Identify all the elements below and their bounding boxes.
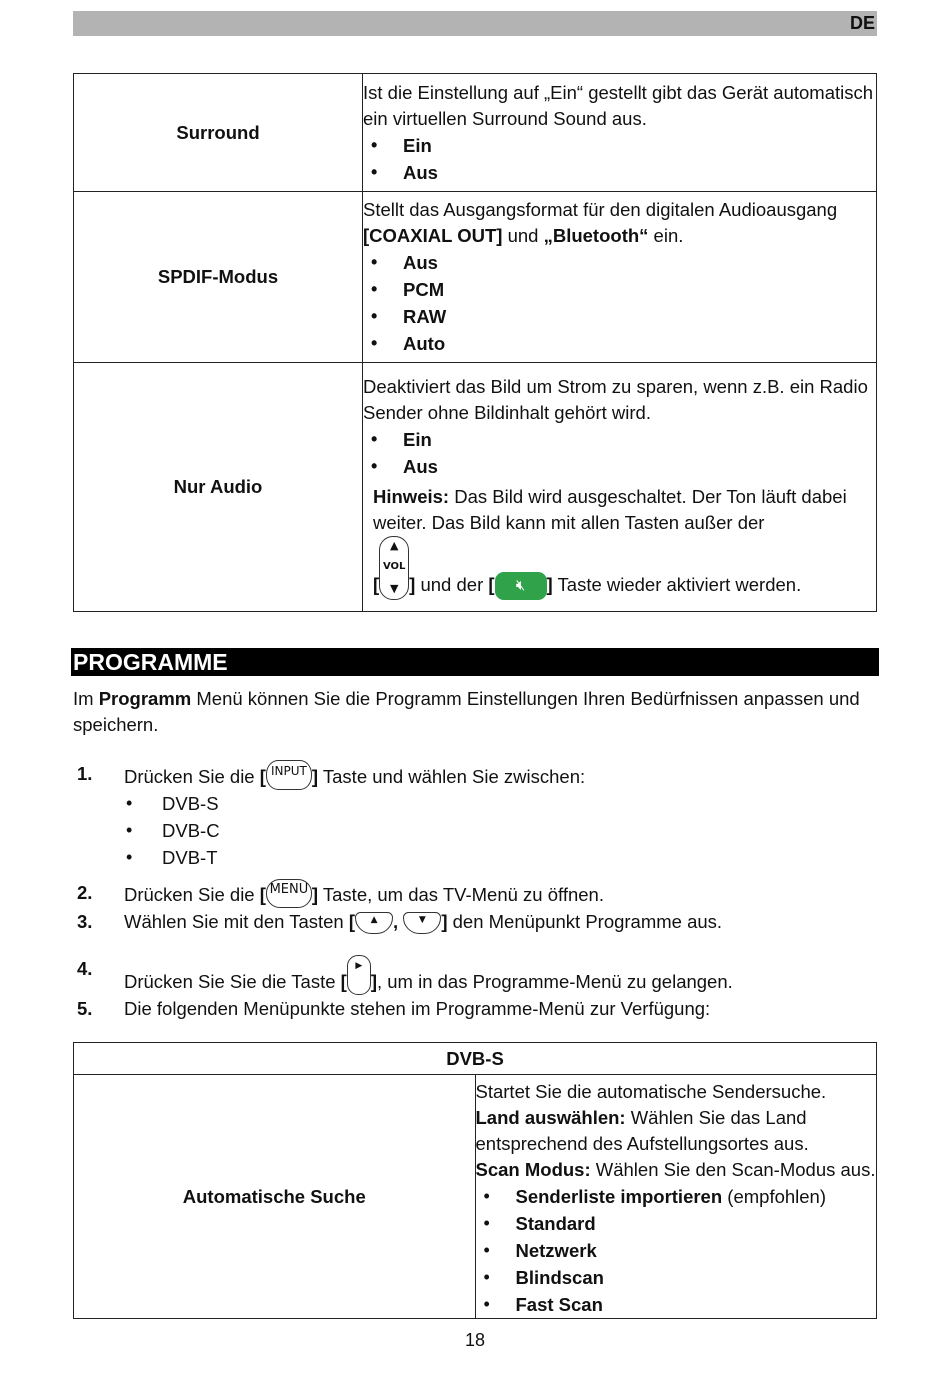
text-span: Land auswählen:	[475, 1107, 626, 1128]
table-row	[74, 74, 877, 192]
list-item: • Ein	[369, 132, 876, 159]
text-span: Das Bild wird ausgeschaltet. Der Ton läuft dabei weiter. Das Bild kann mit allen Tasten außer der	[373, 486, 847, 533]
input-button-icon: INPUT	[266, 760, 312, 790]
text-span: Senderliste importieren	[515, 1186, 723, 1207]
text-span: Drücken Sie die	[124, 766, 260, 787]
dvbs-table	[73, 1042, 877, 1319]
list-item: • Auto	[369, 330, 876, 357]
list-item: • Aus	[369, 159, 876, 186]
table-row	[74, 1075, 877, 1319]
row-description	[363, 363, 877, 612]
list-item	[482, 1210, 877, 1237]
text-span: Blindscan	[515, 1267, 604, 1288]
arrow-down-button-icon: ▼	[403, 912, 441, 934]
step-number: 4.	[77, 958, 93, 979]
step-number: 2.	[77, 882, 93, 903]
text-span: Fast Scan	[515, 1294, 603, 1315]
volume-button-icon: ▲ VOL ▼	[379, 536, 409, 600]
list-item: • DVB-T	[124, 844, 867, 871]
row-description	[363, 192, 877, 363]
text-span: den Menüpunkt Programme aus.	[447, 911, 723, 932]
table-header-row	[74, 1043, 877, 1075]
list-item: • Ein	[369, 426, 876, 453]
description-text: Startet Sie die automatische Sendersuche.	[475, 1081, 827, 1102]
text-span: Drücken Sie die	[124, 884, 260, 905]
header-bar	[73, 11, 877, 36]
list-item: • Aus	[369, 453, 876, 480]
text-span: Wählen Sie den Scan-Modus aus.	[590, 1159, 876, 1180]
description-text: Deaktiviert das Bild um Strom zu sparen, wenn z.B. ein Radio Sender ohne Bildinhalt gehört wird.	[363, 376, 868, 423]
step-number: 3.	[77, 911, 93, 932]
text-span: Stellt das Ausgangsformat für den digitalen Audioausgang	[363, 199, 838, 220]
text-span: [COAXIAL OUT]	[363, 225, 503, 246]
description-text	[476, 1157, 877, 1183]
list-item: • PCM	[369, 276, 876, 303]
list-item: • RAW	[369, 303, 876, 330]
section-heading: PROGRAMME	[71, 648, 879, 676]
arrow-up-button-icon: ▲	[355, 912, 393, 934]
option-list	[363, 426, 876, 480]
list-item	[482, 1291, 877, 1318]
steps-list	[77, 760, 867, 1022]
text-span: Taste, um das TV-Menü zu öffnen.	[318, 884, 604, 905]
list-item	[482, 1183, 877, 1210]
text-span: Taste wieder aktiviert werden.	[552, 573, 802, 595]
option-list	[476, 1183, 877, 1318]
list-item: • DVB-S	[124, 790, 867, 817]
text-span: Netzwerk	[515, 1240, 597, 1261]
row-label: SPDIF-Modus	[74, 192, 363, 363]
text-span: und der	[415, 573, 489, 595]
text-span: Standard	[515, 1213, 596, 1234]
option-list	[363, 132, 876, 186]
option-list	[124, 790, 867, 871]
list-item	[482, 1237, 877, 1264]
intro-paragraph	[73, 686, 873, 738]
description-text	[476, 1105, 877, 1157]
row-label: Nur Audio	[74, 363, 363, 612]
description-text	[363, 197, 876, 249]
text-span: Drücken Sie Sie die Taste	[124, 971, 341, 992]
step-item: 3. Wählen Sie mit den Tasten [ ▲ , ▼ ] den Menüpunkt Programme aus.	[77, 908, 867, 935]
row-label: Automatische Suche	[74, 1075, 476, 1319]
step-item: 2. Drücken Sie die [ MENU ] Taste, um das TV-Menü zu öffnen.	[77, 879, 867, 908]
table-header: DVB-S	[74, 1043, 877, 1075]
list-item: • Aus	[369, 249, 876, 276]
step-item	[77, 995, 867, 1022]
hint-label: Hinweis:	[373, 486, 450, 507]
list-item	[482, 1264, 877, 1291]
text-span: Wählen Sie das Land entsprechend des Aufstellungsortes aus.	[475, 1107, 809, 1154]
settings-table	[73, 73, 877, 612]
table-row	[74, 363, 877, 612]
hint-text	[363, 484, 876, 536]
text-span: ein.	[648, 225, 684, 246]
description-text: Ist die Einstellung auf „Ein“ gestellt gibt das Gerät automatisch ein virtuellen Surround Sound aus.	[363, 81, 874, 129]
text-span: Scan Modus:	[475, 1159, 591, 1180]
text-span: Menü können Sie die Programm Einstellungen Ihren Bedürfnissen anpassen und speichern.	[73, 688, 860, 735]
arrow-right-button-icon: ▶	[347, 955, 371, 995]
text-span: Programm	[98, 688, 192, 709]
list-item: • DVB-C	[124, 817, 867, 844]
menu-button-icon: MENU	[266, 879, 312, 908]
text-span: Wählen Sie mit den Tasten	[124, 911, 349, 932]
text-span: und	[502, 225, 544, 246]
step-number: 1.	[77, 763, 93, 784]
mute-button-icon: 🔇︎	[495, 572, 547, 600]
text-span: Im	[73, 688, 99, 709]
text-span: Die folgenden Menüpunkte stehen im Programme-Menü zur Verfügung:	[124, 998, 711, 1019]
table-row	[74, 192, 877, 363]
text-span: Taste und wählen Sie zwischen:	[318, 766, 586, 787]
step-item: 4. Drücken Sie Sie die Taste [▶], um in das Programme-Menü zu gelangen.	[77, 955, 867, 995]
row-label: Surround	[74, 74, 363, 192]
vol-icon-label: VOL	[382, 561, 406, 572]
hint-continued: [ ▲ VOL ▼ ] und der [ 🔇︎ ] Taste wieder aktiviert werden.	[363, 536, 876, 600]
text-span: (empfohlen)	[722, 1186, 827, 1207]
row-description	[475, 1075, 877, 1319]
language-label: DE	[849, 13, 875, 33]
option-list	[363, 249, 876, 357]
row-description	[363, 74, 877, 192]
text-span: , um in das Programme-Menü zu gelangen.	[376, 971, 733, 992]
step-item: 1. Drücken Sie die [ INPUT ] Taste und wählen Sie zwischen: • DVB-S • DVB-C • DVB-T	[77, 760, 867, 871]
text-span: „Bluetooth“	[543, 225, 649, 246]
page-number: 18	[464, 1330, 486, 1350]
step-number: 5.	[77, 998, 93, 1019]
